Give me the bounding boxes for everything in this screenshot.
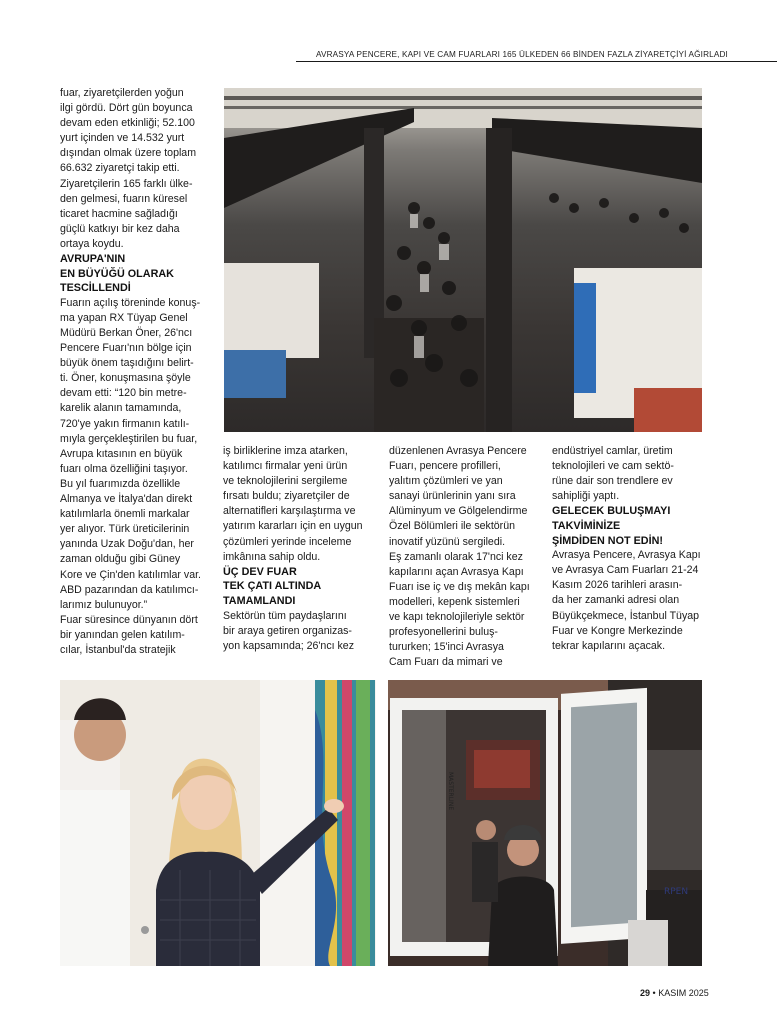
text-line: fuar, ziyaretçilerden yoğun: [60, 87, 184, 99]
subheading-line: ŞİMDİDEN NOT EDİN!: [552, 534, 663, 547]
subheading-line: TEK ÇATI ALTINDA: [223, 580, 322, 593]
text-line: zaman olduğu gibi Güney: [60, 553, 181, 566]
text-line: Alüminyum ve Gölgelendirme: [389, 505, 528, 518]
visitor-display-illustration: [60, 680, 376, 966]
text-line: ma yapan RX Tüyap Genel: [60, 311, 188, 324]
text-line: karelik alanın tamamında,: [60, 402, 182, 415]
text-line: Kasım 2026 tarihleri arasın-: [552, 579, 683, 592]
text-line: larımız bulunuyor.”: [60, 598, 148, 611]
text-line: inovatif yüzünü sergiledi.: [389, 535, 506, 548]
text-column-2: [223, 444, 379, 654]
text-line: tekrar kapılarını açacak.: [552, 639, 666, 652]
subheading-line: TAMAMLANDI: [223, 594, 296, 607]
text-line: kapılarını açan Avrasya Kapı: [389, 565, 524, 578]
text-line: bir araya getiren organizas-: [223, 624, 352, 637]
page-number: 29: [640, 988, 651, 998]
issue-date: KASIM 2025: [658, 988, 709, 998]
text-line: da her zamanki adresi olan: [552, 594, 680, 607]
text-line: iş birliklerine imza atarken,: [223, 445, 348, 457]
subheading-line: ÜÇ DEV FUAR: [223, 565, 297, 578]
text-line: den gelmesi, fuarın küresel: [60, 192, 188, 205]
text-line: sanayi ürünlerinin yanı sıra: [389, 490, 516, 503]
text-line: çözümleri yerinde inceleme: [223, 535, 352, 548]
text-column-3: [389, 444, 545, 670]
subheading-line: TAKVİMİNİZE: [552, 519, 621, 532]
text-line: Fuarı, pencere profilleri,: [389, 460, 501, 473]
text-line: Kore ve Çin'den katılımlar var.: [60, 568, 201, 581]
text-line: ticaret hacmine sağladığı: [60, 207, 178, 220]
text-line: yer alıyor. Türk üreticilerinin: [60, 523, 190, 536]
text-line: ti. Öner, konuşmasına şöyle: [60, 372, 191, 385]
text-line: düzenlenen Avrasya Pencere: [389, 445, 527, 457]
text-line: ve Avrasya Cam Fuarları 21-24: [552, 564, 699, 577]
text-line: devam etti: “120 bin metre-: [60, 387, 187, 400]
paragraph-collaborations: [223, 444, 379, 565]
subheading-three-fairs: [223, 565, 379, 609]
running-head-rule: [296, 61, 777, 62]
text-line: modelleri, kepenk sistemleri: [389, 595, 520, 608]
fair-hall-illustration: [224, 88, 702, 432]
photo-window-exhibit: [388, 680, 702, 966]
text-line: yon kapsamında; 26'ncı kez: [223, 639, 354, 652]
text-line: alternatifleri karşılaştırma ve: [223, 505, 356, 518]
text-line: dışından olmak üzere toplam: [60, 147, 197, 160]
text-line: fuarı olma özelliğini taşıyor.: [60, 462, 188, 475]
text-line: rüne dair son trendlere ev: [552, 475, 673, 488]
text-line: endüstriyel camlar, üretim: [552, 445, 673, 457]
text-line: Fuar süresince dünyanın dört: [60, 613, 198, 626]
text-line: Ziyaretçilerin 165 farklı ülke-: [60, 177, 193, 190]
text-line: tururken; 15'inci Avrasya: [389, 641, 504, 654]
text-line: cılar, İstanbul'da stratejik: [60, 643, 176, 656]
running-head: AVRASYA PENCERE, KAPI VE CAM FUARLARI 165 ÜLKEDEN 66 BİNDEN FAZLA ZİYARETÇİYİ AĞIRLADI: [316, 50, 728, 59]
text-line: Özel Bölümleri ile sektörün: [389, 520, 515, 533]
text-line: Avrupa kıtasının en büyük: [60, 447, 183, 460]
text-line: Sektörün tüm paydaşlarını: [223, 609, 347, 622]
text-line: büyük önem taşıdığını belirt-: [60, 357, 194, 370]
text-line: ve kapı teknolojileriyle sektör: [389, 611, 525, 624]
subheading-line: GELECEK BULUŞMAYI: [552, 505, 671, 518]
paragraph-stakeholders: [223, 609, 379, 654]
text-line: yatırım kararları için en uygun: [223, 520, 363, 533]
photo-visitor-at-display: [60, 680, 376, 966]
subheading-line: TESCİLLENDİ: [60, 282, 131, 295]
text-line: 66.632 ziyaretçi takip etti.: [60, 162, 180, 175]
text-line: ve teknolojilerini sergileme: [223, 475, 348, 488]
text-line: Büyükçekmece, İstanbul Tüyap: [552, 609, 700, 622]
subheading-line: AVRUPA'NIN: [60, 253, 126, 266]
text-line: Avrasya Pencere, Avrasya Kapı: [552, 549, 701, 562]
text-line: Cam Fuarı da mimari ve: [389, 656, 503, 669]
text-line: sahipliği yaptı.: [552, 490, 620, 503]
text-line: yalıtım çözümleri ve yan: [389, 475, 503, 488]
text-line: Bu yıl fuarımızda özellikle: [60, 477, 181, 490]
window-exhibit-illustration: [388, 680, 702, 966]
text-line: fırsatı buldu; ziyaretçiler de: [223, 490, 350, 503]
text-line: ABD pazarından da katılımcı-: [60, 583, 199, 596]
text-line: katılımcı firmalar yeni ürün: [223, 460, 348, 473]
text-line: profesyonellerini buluş-: [389, 626, 498, 639]
text-line: ilgi gördü. Dört gün boyunca: [60, 102, 193, 115]
subheading-europe-largest: [60, 252, 216, 296]
text-line: Fuar ve Kongre Merkezinde: [552, 624, 683, 637]
paragraph-visitors: [60, 86, 216, 252]
booth-sign-label: RPEN: [664, 887, 689, 897]
text-line: Eş zamanlı olarak 17'nci kez: [389, 550, 523, 563]
text-line: yanında Uzak Doğu'dan, her: [60, 538, 194, 551]
folio-separator: •: [652, 988, 656, 998]
paragraph-glass-trends: [552, 444, 702, 504]
text-line: 720'ye yakın firmanın katılı-: [60, 417, 190, 430]
photo-fair-hall-crowd: [224, 88, 702, 432]
text-line: katılımlarla önemli markalar: [60, 508, 190, 521]
text-line: imkânına sahip oldu.: [223, 550, 321, 563]
text-line: ortaya koydu.: [60, 237, 124, 250]
text-line: Fuarın açılış töreninde konuş-: [60, 296, 201, 309]
subheading-save-date: [552, 504, 702, 548]
paragraph-next-dates: [552, 548, 702, 654]
page-folio: [640, 988, 709, 998]
text-column-4: [552, 444, 702, 654]
paragraph-opening-speech: [60, 296, 216, 658]
subheading-line: EN BÜYÜĞÜ OLARAK: [60, 267, 174, 280]
text-line: teknolojileri ve cam sektö-: [552, 460, 674, 473]
text-column-1: [60, 86, 216, 658]
text-line: Almanya ve İtalya'dan direkt: [60, 493, 193, 506]
text-line: mıyla gerçekleştirilen bu fuar,: [60, 432, 198, 445]
text-line: yurt içinden ve 14.532 yurt: [60, 132, 185, 145]
text-line: bir yanından gelen katılım-: [60, 628, 185, 641]
text-line: Pencere Fuarı'nın bölge için: [60, 342, 192, 355]
masterline-frame-label: MASTERLINE: [447, 772, 454, 811]
text-line: Fuarı ise iç ve dış mekân kapı: [389, 580, 530, 593]
paragraph-concurrent-fairs: [389, 444, 545, 670]
text-line: Müdürü Berkan Öner, 26'ncı: [60, 327, 193, 339]
text-line: devam eden etkinliği; 52.100: [60, 117, 195, 130]
text-line: güçlü katkıyı bir kez daha: [60, 222, 180, 235]
